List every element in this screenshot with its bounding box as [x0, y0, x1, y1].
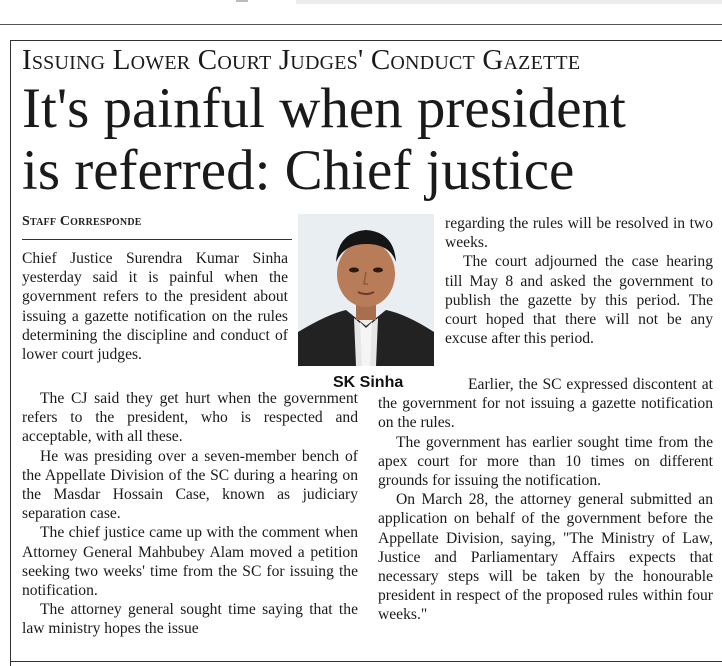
article-kicker: Issuing Lower Court Judges' Conduct Gazette [22, 44, 581, 76]
portrait-photo [298, 214, 434, 366]
top-edge-mark [236, 0, 248, 2]
column-2-upper [445, 214, 713, 348]
column-2-lower [378, 375, 713, 625]
paragraph: The attorney general sought time saying that the law ministry hopes the issue [22, 601, 358, 638]
bottom-rule [10, 661, 722, 662]
top-edge-strip [296, 0, 722, 4]
byline-rule [22, 239, 292, 240]
column-1-lower [22, 389, 358, 639]
paragraph: On March 28, the attorney general submitted an application on behalf of the government before the Appellate Division, saying, "The Ministry of Law, Justice and Parliamentary Affairs expects that necessary steps will be taken by the honourable president in respect of the proposed rules within four weeks." [378, 491, 713, 624]
headline-line-1: It's painful when president [22, 77, 626, 140]
paragraph: The chief justice came up with the comment when Attorney General Mahbubey Alam moved a petition seeking two weeks' time from the SC for issuing the notification. [22, 524, 358, 600]
portrait-image [298, 214, 434, 366]
paragraph: Chief Justice Surendra Kumar Sinha yesterday said it is painful when the government refers to the president about issuing a gazette notification on the rules determining the discipline and conduct of lower court judges. [22, 250, 288, 364]
paragraph: regarding the rules will be resolved in two weeks. [445, 215, 713, 252]
top-rule [0, 24, 722, 25]
paragraph: The court adjourned the case hearing till May 8 and asked the government to publish the gazette by this period. The court hoped that there will not be any excuse after this period. [445, 253, 713, 348]
photo-caption: SK Sinha [333, 374, 404, 391]
paragraph: He was presiding over a seven-member bench of the Appellate Division of the SC during a hearing on the Masdar Hossain Case, known as judiciary separation case. [22, 447, 358, 523]
paragraph: Earlier, the SC expressed discontent at the government for not issuing a gazette notification on the rules. [378, 376, 713, 432]
paragraph: The government has earlier sought time from the apex court for more than 10 times on different grounds for issuing the notification. [378, 433, 713, 490]
byline: Staff Corresponde [22, 214, 142, 229]
paragraph: The CJ said they get hurt when the government refers to the president, who is respected and acceptable, with all these. [22, 390, 358, 446]
headline-line-2: is referred: Chief justice [22, 139, 575, 202]
article-headline [22, 78, 722, 202]
column-1-upper [22, 249, 288, 364]
